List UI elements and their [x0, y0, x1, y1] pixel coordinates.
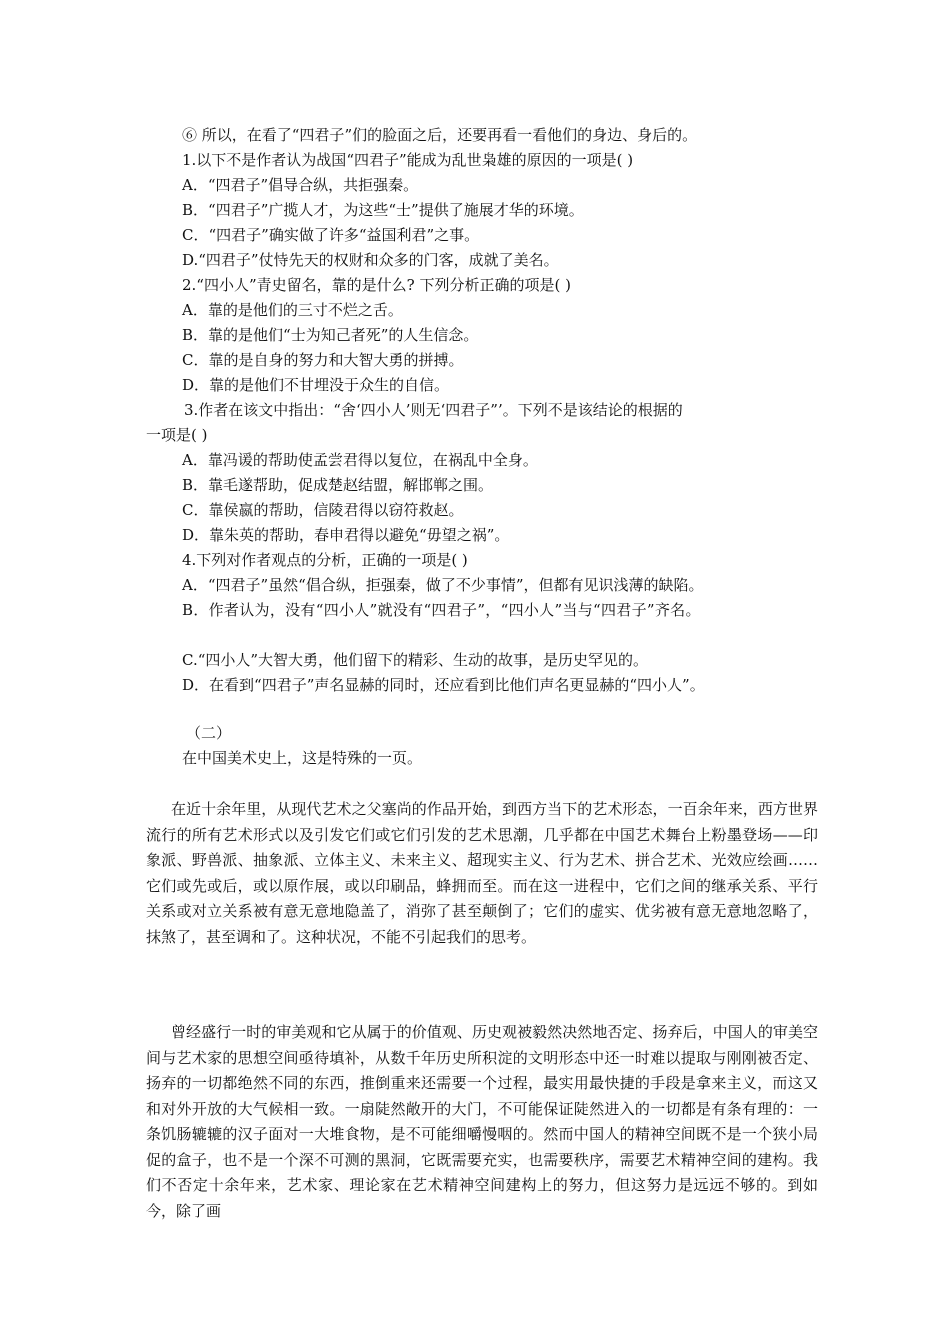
question-1-stem: 1.以下不是作者认为战国“四君子”能成为乱世枭雄的原因的一项是( ) — [182, 151, 634, 169]
question-4-option-b: B．作者认为，没有“四小人”就没有“四君子”，“四小人”当与“四君子”齐名。 — [182, 601, 701, 619]
body-paragraph-1: 在近十余年里，从现代艺术之父塞尚的作品开始，到西方当下的艺术形态，一百余年来，西方世界流行的所有艺术形式以及引发它们或它们引发的艺术思潮，几乎都在中国艺术舞台上粉墨登场——印象派、野兽派、抽象派、立体主义、未来主义、超现实主义、行为艺术、拼合艺术、光效应绘画……它们或先或后，或以原作展，或以印刷品，蜂拥而至。而在这一进程中，它们之间的继承关系、平行关系或对立关系被有意无意地隐盖了，消弥了甚至颠倒了；它们的虚实、优劣被有意无意地忽略了，抹煞了，甚至调和了。这种状况，不能不引起我们的思考。 — [146, 800, 818, 946]
question-2-option-d: D．靠的是他们不甘埋没于众生的自信。 — [182, 376, 450, 394]
question-2-option-c: C．靠的是自身的努力和大智大勇的拼搏。 — [182, 351, 464, 369]
question-1-option-d: D.“四君子”仗恃先天的权财和众多的门客，成就了美名。 — [182, 251, 559, 269]
question-2-stem: 2.“四小人”青史留名，靠的是什么? 下列分析正确的项是( ) — [182, 276, 571, 294]
question-4-stem: 4.下列对作者观点的分析，正确的一项是( ) — [182, 551, 468, 569]
section-lead: 在中国美术史上，这是特殊的一页。 — [182, 749, 423, 767]
question-2-option-a: A．靠的是他们的三寸不烂之舌。 — [182, 301, 403, 319]
question-3-option-a: A．靠冯谖的帮助使孟尝君得以复位，在祸乱中全身。 — [182, 451, 538, 469]
question-1-option-a: A．“四君子”倡导合纵，共拒强秦。 — [182, 176, 419, 194]
intro-line: ⑥ 所以，在看了“四君子”们的脸面之后，还要再看一看他们的身边、身后的。 — [182, 126, 698, 144]
question-4-option-c: C.“四小人”大智大勇，他们留下的精彩、生动的故事，是历史罕见的。 — [182, 651, 649, 669]
question-2-option-b: B．靠的是他们“士为知己者死”的人生信念。 — [182, 326, 479, 344]
question-3-option-c: C．靠侯嬴的帮助，信陵君得以窃符救赵。 — [182, 501, 464, 519]
question-3-option-d: D．靠朱英的帮助，春申君得以避免“毋望之祸”。 — [182, 526, 510, 544]
section-heading: （二） — [186, 724, 232, 742]
question-4-option-d: D．在看到“四君子”声名显赫的同时，还应看到比他们声名更显赫的“四小人”。 — [182, 676, 705, 694]
body-paragraph-2: 曾经盛行一时的审美观和它从属于的价值观、历史观被毅然决然地否定、扬弃后，中国人的审美空间与艺术家的思想空间亟待填补，从数千年历史所积淀的文明形态中还一时难以提取与刚刚被否定、扬弃的一切都绝然不同的东西，推倒重来还需要一个过程，最实用最快捷的手段是拿来主义，而这又和对外开放的大气候相一致。一扇陡然敞开的大门，不可能保证陡然进入的一切都是有条有理的：一条饥肠辘辘的汉子面对一大堆食物，是不可能细嚼慢咽的。然而中国人的精神空间既不是一个狭小局促的盒子，也不是一个深不可测的黑洞，它既需要充实，也需要秩序，需要艺术精神空间的建构。我们不否定十余年来，艺术家、理论家在艺术精神空间建构上的努力，但这努力是远远不够的。到如今，除了画 — [146, 1023, 818, 1220]
question-3-option-b: B．靠毛遂帮助，促成楚赵结盟，解邯郸之围。 — [182, 476, 494, 494]
question-3-stem-line1: 3.作者在该文中指出：“舍‘四小人’则无‘四君子”’。下列不是该结论的根据的 — [184, 401, 683, 419]
question-1-option-c: C．“四君子”确实做了许多“益国利君”之事。 — [182, 226, 480, 244]
question-4-option-a: A．“四君子”虽然“倡合纵，拒强秦，做了不少事情”，但都有见识浅薄的缺陷。 — [182, 576, 704, 594]
question-3-stem-line2: 一项是( ) — [146, 426, 208, 444]
question-1-option-b: B．“四君子”广揽人才，为这些“士”提供了施展才华的环境。 — [182, 201, 584, 219]
